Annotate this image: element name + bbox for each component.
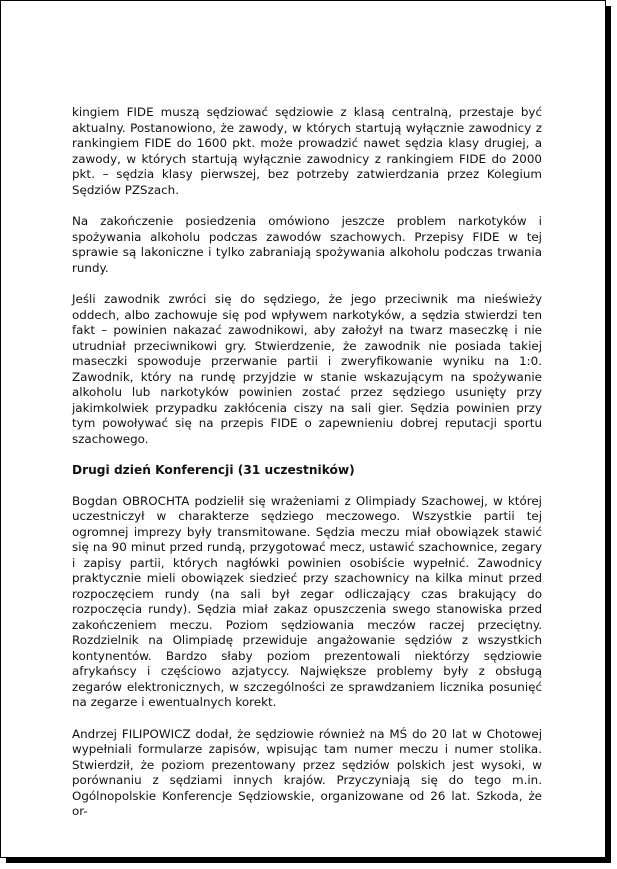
page-content bbox=[72, 105, 542, 836]
page-shadow-bottom bbox=[6, 858, 611, 863]
paragraph: Na zakończenie posiedzenia omówiono jeszcze problem narkotyków i spożywania alkoholu podczas zawodów szachowych. Przepisy FIDE w tej sprawie są lakoniczne i tylko zabraniają spożywania alkoholu podczas trwania rundy. bbox=[72, 214, 542, 275]
paragraph: kingiem FIDE muszą sędziować sędziowie z klasą centralną, przestaje być aktualny. Postanowiono, że zawody, w których startują wyłącznie zawodnicy z rankingiem FIDE do 1600 pkt. może prowadzić nawet sędzia klasy drugiej, a zawody, w których startują wyłącznie zawodnicy z rankingiem FIDE do 2000 pkt. – sędzia klasy pierwszej, bez potrzeby zatwierdzania przez Kolegium Sędziów PZSzach. bbox=[72, 105, 542, 197]
paragraph: Bogdan OBROCHTA podzielił się wrażeniami z Olimpiady Szachowej, w której uczestniczył w charakterze sędziego meczowego. Wszystkie partii tej ogromnej imprezy były transmitowane. Sędzia meczu miał obowiązek stawić się na 90 minut przed rundą, przygotować mecz, ustawić szachownice, zegary i zapisy partii, których nagłówki powinien osobiście wypełnić. Zawodnicy praktycznie mieli obowiązek siedzieć przy szachownicy na kilka minut przed rozpoczęciem rundy (na sali był zegar odliczający czas brakujący do rozpoczęcia rundy). Sędzia miał zakaz opuszczenia swego stanowiska przed zakończeniem meczu. Poziom sędziowania meczów raczej przeciętny. Rozdzielnik na Olimpiadę przewiduje angażowanie sędziów z wszystkich kontynentów. Bardzo słaby poziom prezentowali niektórzy sędziowie afrykańscy i częściowo azjatyccy. Największe problemy były z obsługą zegarów elektronicznych, w szczególności ze sprawdzaniem licznika posunięć na zegarze i ewentualnych korekt. bbox=[72, 493, 542, 709]
page-shadow-right bbox=[606, 6, 611, 863]
section-heading: Drugi dzień Konferencji (31 uczestników) bbox=[72, 463, 355, 477]
paragraph: Andrzej FILIPOWICZ dodał, że sędziowie również na MŚ do 20 lat w Chotowej wypełniali formularze zapisów, wpisując tam numer meczu i numer stolika. Stwierdził, że poziom prezentowany przez sędziów polskich jest wysoki, w porównaniu z sędziami innych krajów. Przyczyniają się do tego m.in. Ogólnopolskie Konferencje Sędziowskie, organizowane od 26 lat. Szkoda, że or- bbox=[72, 726, 542, 818]
paragraph: Jeśli zawodnik zwróci się do sędziego, że jego przeciwnik ma nieświeży oddech, albo zachowuje się pod wpływem narkotyków, a sędzia stwierdzi ten fakt – powinien nakazać zawodnikowi, aby założył na twarz maseczkę i nie utrudniał przeciwnikowi gry. Stwierdzenie, że zawodnik nie posiada takiej maseczki spowoduje przerwanie partii i zweryfikowanie wyniku na 1:0. Zawodnik, który na rundę przyjdzie w stanie wskazującym na spożywanie alkoholu lub narkotyków powinien zostać przez sędziego usunięty przy jakimkolwiek przypadku zakłócenia ciszy na sali gier. Sędzia powinien przy tym powoływać się na przepis FIDE o zapewnieniu dobrej reputacji sportu szachowego. bbox=[72, 292, 542, 446]
